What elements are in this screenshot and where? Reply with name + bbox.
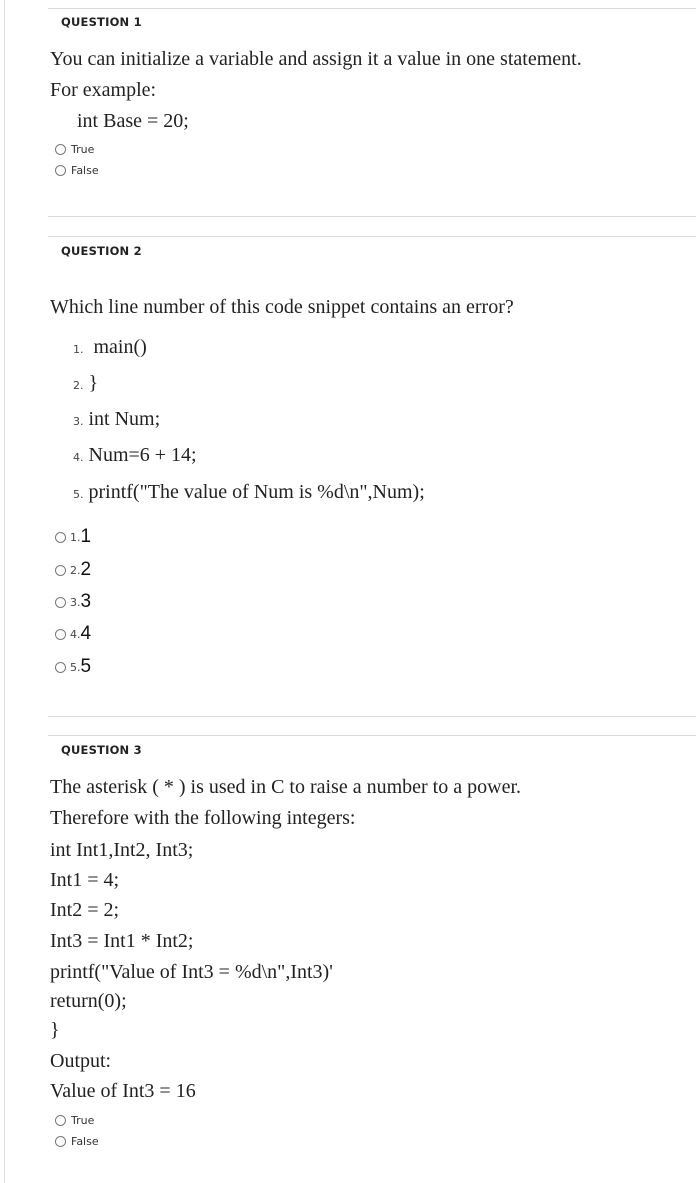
question-2-header: QUESTION 2 (61, 244, 142, 258)
question-3-header: QUESTION 3 (61, 743, 142, 757)
question-3-line-3: int Int1,Int2, Int3; (50, 839, 194, 861)
radio-button[interactable] (55, 165, 66, 176)
question-3-line-6: Int3 = Int1 * Int2; (50, 930, 194, 952)
question-3-line-5: Int2 = 2; (50, 899, 120, 921)
q2-option-4[interactable] (55, 623, 91, 645)
radio-button[interactable] (55, 565, 66, 576)
option-label: True (71, 1114, 95, 1127)
option-label: 2 (80, 559, 92, 580)
question-3-line-4: Int1 = 4; (50, 869, 120, 891)
radio-button[interactable] (55, 532, 66, 543)
question-separator (48, 716, 696, 717)
q2-option-1[interactable] (55, 526, 91, 548)
option-label: 1 (80, 526, 92, 547)
q2-option-3[interactable] (55, 591, 91, 613)
code-line-2: 2. } (73, 372, 99, 394)
radio-button[interactable] (55, 597, 66, 608)
q2-option-2[interactable] (55, 559, 91, 581)
code-line-4: 4. Num=6 + 14; (73, 444, 197, 466)
q3-option-true[interactable] (55, 1114, 94, 1127)
code-line-3: 3. int Num; (73, 408, 161, 430)
q1-option-true[interactable] (55, 143, 94, 156)
code-line-1: 1. main() (73, 336, 147, 358)
question-1-code: int Base = 20; (77, 110, 189, 132)
question-3-line-10: Output: (50, 1050, 112, 1072)
radio-button[interactable] (55, 1136, 66, 1147)
question-1-text-line-1: You can initialize a variable and assign it a value in one statement. (50, 48, 582, 70)
q2-option-5[interactable] (55, 656, 91, 678)
option-label: 5 (80, 656, 92, 677)
code-line-5: 5. printf("The value of Num is %d\n",Num); (73, 481, 425, 503)
option-label: 4 (80, 623, 92, 644)
question-3-line-2: Therefore with the following integers: (50, 807, 356, 829)
question-3-line-1: The asterisk ( * ) is used in C to raise a number to a power. (50, 776, 521, 798)
radio-button[interactable] (55, 662, 66, 673)
question-separator (48, 236, 696, 237)
option-number: 5. (70, 660, 81, 674)
question-1-header: QUESTION 1 (61, 15, 142, 29)
left-border (4, 0, 5, 1183)
radio-button[interactable] (55, 1115, 66, 1126)
option-number: 2. (70, 563, 81, 577)
question-separator (48, 8, 696, 9)
question-3-line-8: return(0); (50, 990, 127, 1012)
question-3-line-11: Value of Int3 = 16 (50, 1080, 196, 1102)
option-number: 1. (70, 530, 81, 544)
radio-button[interactable] (55, 144, 66, 155)
option-number: 3. (70, 595, 81, 609)
question-separator (48, 735, 696, 736)
q1-option-false[interactable] (55, 164, 99, 177)
option-label: False (71, 164, 99, 177)
option-number: 4. (70, 627, 81, 641)
question-3-line-7: printf("Value of Int3 = %d\n",Int3)' (50, 961, 333, 983)
option-label: False (71, 1135, 99, 1148)
q3-option-false[interactable] (55, 1135, 99, 1148)
question-2-prompt: Which line number of this code snippet contains an error? (50, 296, 514, 318)
radio-button[interactable] (55, 629, 66, 640)
question-separator (48, 216, 696, 217)
option-label: True (71, 143, 95, 156)
option-label: 3 (80, 591, 92, 612)
question-1-text-line-2: For example: (50, 79, 157, 101)
question-3-line-9: } (50, 1019, 60, 1041)
